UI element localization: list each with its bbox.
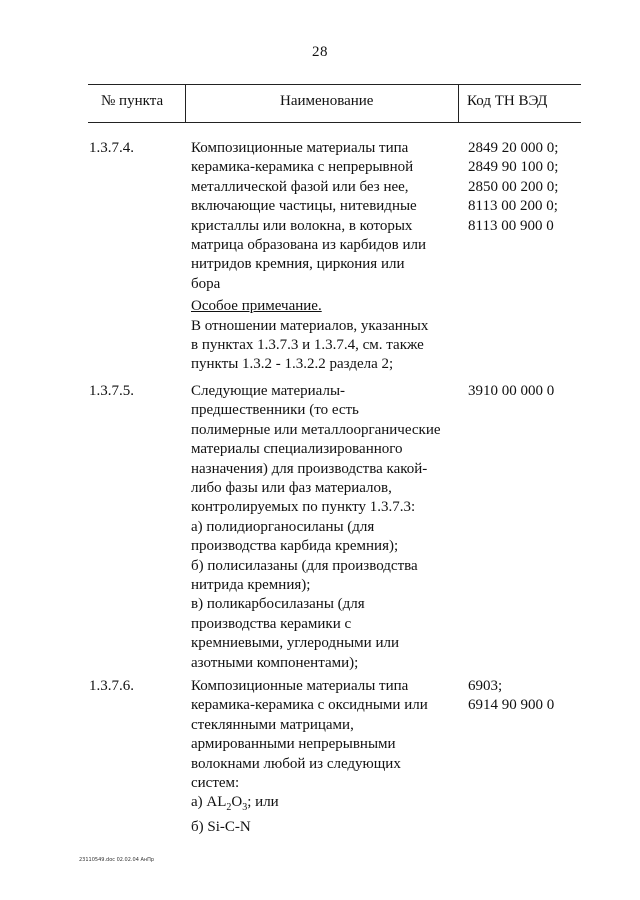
- name-line: кремниевыми, углеродными или: [191, 635, 399, 652]
- item-a-subscript-2: 3: [242, 802, 248, 814]
- note-line: в пунктах 1.3.7.3 и 1.3.7.4, см. также: [191, 337, 424, 354]
- name-line: керамика-керамика с оксидными или: [191, 697, 428, 714]
- row-1376-name: [191, 677, 466, 837]
- row-1375-codes: [468, 382, 588, 401]
- page-number: 28: [312, 44, 328, 60]
- name-line: металлической фазой или без нее,: [191, 178, 409, 195]
- name-line: бора: [191, 275, 221, 292]
- note-line: пункты 1.3.2 - 1.3.2.2 раздела 2;: [191, 356, 394, 373]
- item-a-formula: [191, 793, 466, 817]
- special-note-title: Особое примечание.: [191, 298, 322, 315]
- column-header-number: № пункта: [101, 93, 164, 109]
- name-line: нитрида кремния);: [191, 577, 311, 594]
- name-line: матрица образована из карбидов или: [191, 237, 427, 254]
- name-line: контролируемых по пункту 1.3.7.3:: [191, 499, 416, 516]
- name-line: армированными непрерывными: [191, 736, 396, 753]
- name-line: стеклянными матрицами,: [191, 716, 354, 733]
- item-a-mid: O: [231, 794, 243, 811]
- name-line: полимерные или металлоорганические: [191, 421, 441, 438]
- item-a-subscript-1: 2: [226, 802, 232, 814]
- column-header-name: Наименование: [280, 93, 374, 109]
- name-line: предшественники (то есть: [191, 402, 359, 419]
- row-1374-codes: [468, 139, 588, 236]
- header-divider-1: [185, 84, 186, 122]
- code-line: 6903;: [468, 678, 503, 694]
- name-line: волокнами любой из следующих: [191, 755, 401, 772]
- name-line: включающие частицы, нитевидные: [191, 198, 417, 215]
- name-line: б) полисилазаны (для производства: [191, 557, 418, 574]
- table-header-bottom-rule: [88, 122, 581, 123]
- row-1374-number: 1.3.7.4.: [89, 140, 134, 156]
- row-1376-codes: [468, 677, 588, 716]
- row-1376-number: 1.3.7.6.: [89, 678, 134, 694]
- code-line: 2849 20 000 0;: [468, 140, 559, 156]
- row-1375-name: [191, 382, 466, 673]
- name-line: керамика-керамика с непрерывной: [191, 159, 414, 176]
- name-line: назначения) для производства какой-: [191, 460, 428, 477]
- name-line: азотными компонентами);: [191, 654, 359, 671]
- name-line: Композиционные материалы типа: [191, 140, 409, 156]
- special-note: [191, 297, 466, 375]
- note-line: В отношении материалов, указанных: [191, 317, 429, 334]
- code-line: 8113 00 200 0;: [468, 198, 558, 215]
- item-b: б) Si-C-N: [191, 818, 251, 835]
- row-1375-number: 1.3.7.5.: [89, 383, 134, 399]
- name-line: в) поликарбосилазаны (для: [191, 596, 365, 613]
- row-1374-name: [191, 139, 466, 375]
- name-line: Композиционные материалы типа: [191, 678, 409, 694]
- code-line: 6914 90 900 0: [468, 697, 555, 714]
- code-line: 2849 90 100 0;: [468, 159, 559, 176]
- header-divider-2: [458, 84, 459, 122]
- name-line: нитридов кремния, циркония или: [191, 256, 405, 273]
- name-line: а) полидиорганосиланы (для: [191, 518, 375, 535]
- name-line: кристаллы или волокна, в которых: [191, 217, 413, 234]
- name-line: либо фазы или фаз материалов,: [191, 480, 392, 497]
- code-line: 3910 00 000 0: [468, 383, 555, 399]
- item-a-prefix: а) AL: [191, 794, 227, 811]
- name-line: производства керамики с: [191, 615, 352, 632]
- code-line: 8113 00 900 0: [468, 217, 554, 234]
- name-line: производства карбида кремния);: [191, 538, 399, 555]
- name-line: систем:: [191, 775, 240, 792]
- code-line: 2850 00 200 0;: [468, 178, 559, 195]
- name-line: Следующие материалы-: [191, 383, 346, 399]
- document-footer: 23110549.doc 02.02.04 АнПр: [79, 857, 155, 863]
- column-header-code: Код ТН ВЭД: [467, 93, 548, 109]
- item-a-suffix: ; или: [247, 794, 279, 811]
- table-top-rule: [88, 84, 581, 85]
- name-line: материалы специализированного: [191, 441, 403, 458]
